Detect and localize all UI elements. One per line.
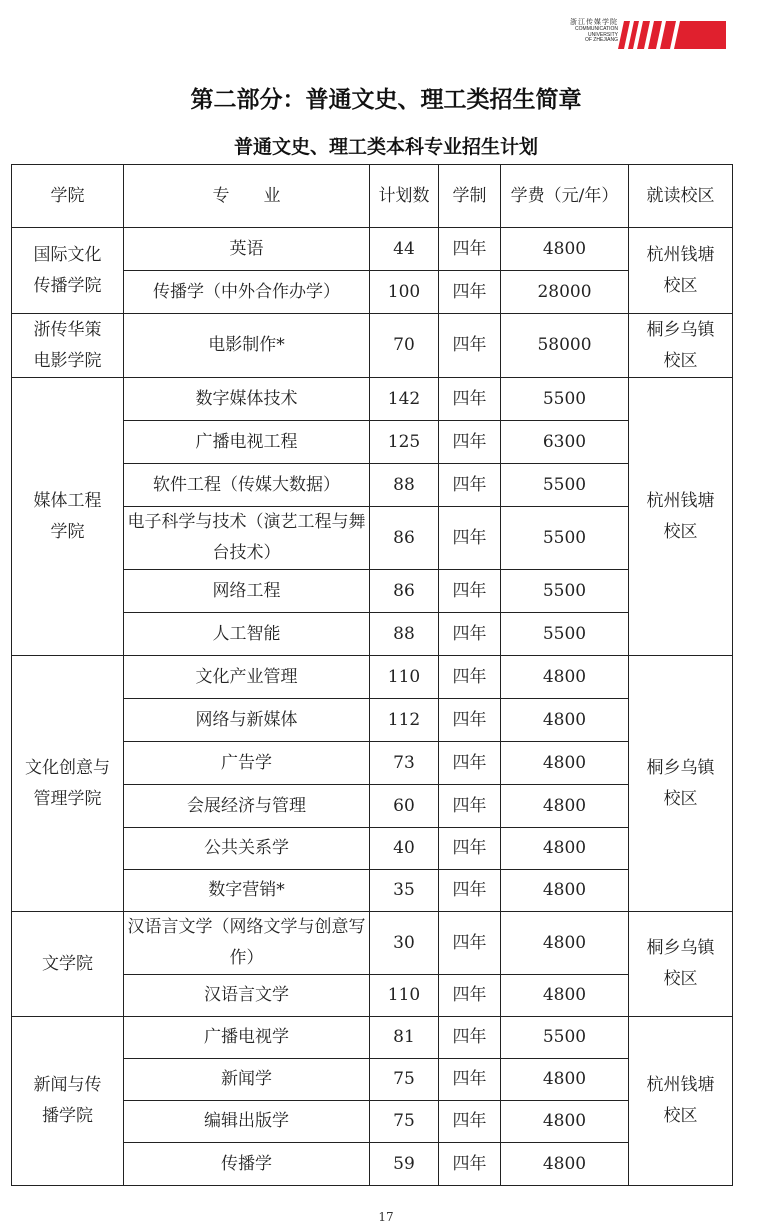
table-row [12, 378, 733, 421]
years-cell: 四年 [439, 1059, 501, 1101]
years-cell: 四年 [439, 656, 501, 699]
major-cell: 汉语言文学（网络文学与创意写作） [124, 912, 370, 975]
college-cell: 浙传华策 电影学院 [12, 314, 124, 378]
years-cell: 四年 [439, 378, 501, 421]
campus-cell: 杭州钱塘 校区 [629, 378, 733, 656]
major-cell: 新闻学 [124, 1059, 370, 1101]
college-cell: 新闻与传 播学院 [12, 1017, 124, 1186]
plan-cell: 59 [370, 1143, 439, 1186]
years-cell: 四年 [439, 570, 501, 613]
years-cell: 四年 [439, 1101, 501, 1143]
major-cell: 数字营销* [124, 870, 370, 912]
fee-cell: 5500 [501, 378, 629, 421]
header-plan: 计划数 [370, 165, 439, 228]
fee-cell: 4800 [501, 912, 629, 975]
plan-cell: 75 [370, 1059, 439, 1101]
logo-name-en-1: COMMUNICATION [575, 26, 618, 32]
fee-cell: 5500 [501, 613, 629, 656]
years-cell: 四年 [439, 1017, 501, 1059]
years-cell: 四年 [439, 1143, 501, 1186]
plan-cell: 81 [370, 1017, 439, 1059]
fee-cell: 4800 [501, 870, 629, 912]
university-logo [556, 18, 728, 52]
fee-cell: 5500 [501, 464, 629, 507]
years-cell: 四年 [439, 613, 501, 656]
years-cell: 四年 [439, 828, 501, 870]
fee-cell: 4800 [501, 742, 629, 785]
campus-cell: 桐乡乌镇 校区 [629, 912, 733, 1017]
years-cell: 四年 [439, 699, 501, 742]
years-cell: 四年 [439, 314, 501, 378]
fee-cell: 4800 [501, 975, 629, 1017]
years-cell: 四年 [439, 785, 501, 828]
plan-cell: 75 [370, 1101, 439, 1143]
table-row [12, 314, 733, 378]
years-cell: 四年 [439, 421, 501, 464]
major-cell: 文化产业管理 [124, 656, 370, 699]
plan-cell: 44 [370, 228, 439, 271]
plan-cell: 125 [370, 421, 439, 464]
logo-name-en-2: UNIVERSITY [587, 31, 618, 38]
major-cell: 汉语言文学 [124, 975, 370, 1017]
years-cell: 四年 [439, 464, 501, 507]
plan-cell: 30 [370, 912, 439, 975]
fee-cell: 4800 [501, 699, 629, 742]
major-cell: 广告学 [124, 742, 370, 785]
enrollment-plan-table [11, 164, 733, 1186]
plan-cell: 88 [370, 464, 439, 507]
fee-cell: 5500 [501, 570, 629, 613]
campus-cell: 杭州钱塘 校区 [629, 228, 733, 314]
plan-cell: 70 [370, 314, 439, 378]
header-major: 专 业 [124, 165, 370, 228]
page-title: 第二部分：普通文史、理工类招生简章 [190, 87, 582, 113]
plan-cell: 112 [370, 699, 439, 742]
years-cell: 四年 [439, 912, 501, 975]
major-cell: 电子科学与技术（演艺工程与舞台技术） [124, 507, 370, 570]
fee-cell: 4800 [501, 785, 629, 828]
fee-cell: 4800 [501, 1143, 629, 1186]
plan-cell: 110 [370, 975, 439, 1017]
campus-cell: 桐乡乌镇 校区 [629, 314, 733, 378]
fee-cell: 58000 [501, 314, 629, 378]
major-cell: 传播学 [124, 1143, 370, 1186]
plan-cell: 73 [370, 742, 439, 785]
plan-cell: 86 [370, 570, 439, 613]
plan-cell: 86 [370, 507, 439, 570]
plan-cell: 40 [370, 828, 439, 870]
major-cell: 网络与新媒体 [124, 699, 370, 742]
fee-cell: 5500 [501, 507, 629, 570]
fee-cell: 4800 [501, 1059, 629, 1101]
header-campus: 就读校区 [629, 165, 733, 228]
years-cell: 四年 [439, 271, 501, 314]
fee-cell: 4800 [501, 828, 629, 870]
table-body [12, 228, 733, 1186]
college-cell: 国际文化 传播学院 [12, 228, 124, 314]
header-years: 学制 [439, 165, 501, 228]
major-cell: 传播学（中外合作办学） [124, 271, 370, 314]
fee-cell: 4800 [501, 656, 629, 699]
table-row [12, 912, 733, 975]
major-cell: 公共关系学 [124, 828, 370, 870]
fee-cell: 4800 [501, 228, 629, 271]
fee-cell: 4800 [501, 1101, 629, 1143]
college-cell: 文化创意与 管理学院 [12, 656, 124, 912]
table-row [12, 656, 733, 699]
table-row [12, 228, 733, 271]
table-header-row [12, 165, 733, 228]
years-cell: 四年 [439, 870, 501, 912]
major-cell: 会展经济与管理 [124, 785, 370, 828]
major-cell: 数字媒体技术 [124, 378, 370, 421]
major-cell: 编辑出版学 [124, 1101, 370, 1143]
major-cell: 广播电视工程 [124, 421, 370, 464]
major-cell: 人工智能 [124, 613, 370, 656]
logo-text [556, 18, 618, 44]
campus-cell: 杭州钱塘 校区 [629, 1017, 733, 1186]
plan-cell: 88 [370, 613, 439, 656]
major-cell: 广播电视学 [124, 1017, 370, 1059]
college-cell: 媒体工程 学院 [12, 378, 124, 656]
table-row [12, 1017, 733, 1059]
college-cell: 文学院 [12, 912, 124, 1017]
major-cell: 电影制作* [124, 314, 370, 378]
plan-cell: 100 [370, 271, 439, 314]
years-cell: 四年 [439, 507, 501, 570]
page-number: 17 [378, 1210, 394, 1224]
header-college: 学院 [12, 165, 124, 228]
fee-cell: 6300 [501, 421, 629, 464]
logo-name-cn: 浙江传媒学院 [570, 18, 618, 26]
logo-stripes-icon [618, 21, 726, 49]
plan-cell: 142 [370, 378, 439, 421]
header-fee: 学费（元/年） [501, 165, 629, 228]
logo-name-en-3: OF ZHEJIANG [584, 37, 618, 44]
years-cell: 四年 [439, 975, 501, 1017]
major-cell: 英语 [124, 228, 370, 271]
plan-cell: 110 [370, 656, 439, 699]
major-cell: 软件工程（传媒大数据） [124, 464, 370, 507]
campus-cell: 桐乡乌镇 校区 [629, 656, 733, 912]
plan-cell: 60 [370, 785, 439, 828]
years-cell: 四年 [439, 742, 501, 785]
table-title: 普通文史、理工类本科专业招生计划 [233, 136, 538, 158]
plan-cell: 35 [370, 870, 439, 912]
fee-cell: 28000 [501, 271, 629, 314]
major-cell: 网络工程 [124, 570, 370, 613]
years-cell: 四年 [439, 228, 501, 271]
fee-cell: 5500 [501, 1017, 629, 1059]
